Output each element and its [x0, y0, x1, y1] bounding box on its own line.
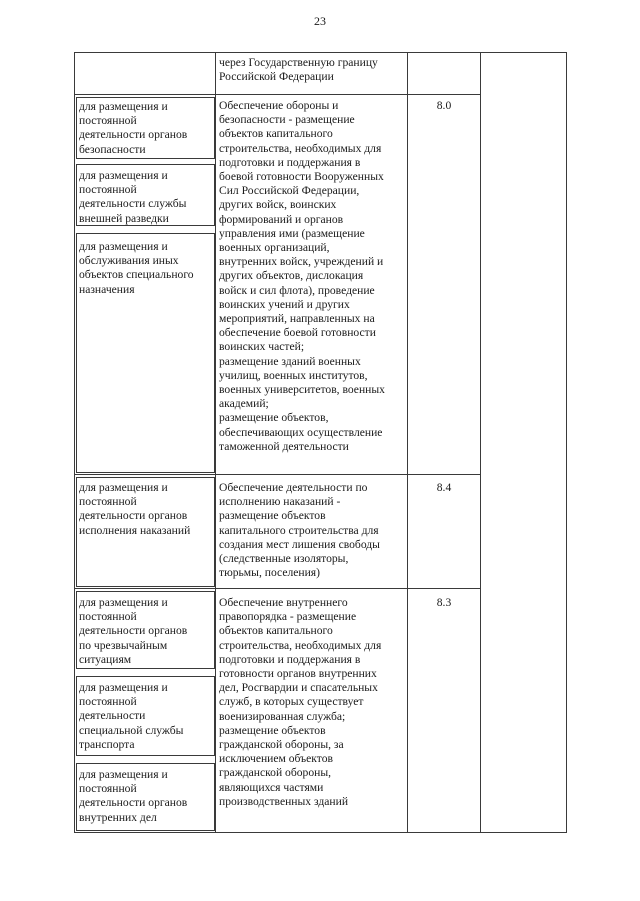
- page-number: 23: [314, 14, 326, 28]
- row-3-left-item-2: для размещения и постоянной деятельности специальной службы транспорта: [79, 681, 184, 751]
- row-3-left-item-3: для размещения и постоянной деятельности органов внутренних дел: [79, 768, 188, 824]
- table-divider-1: [215, 52, 216, 833]
- row-2-code: 8.4: [436, 481, 452, 494]
- row-3-left-item-1: для размещения и постоянной деятельности органов по чрезвычайным ситуациям: [79, 596, 188, 666]
- row-0-description: через Государственную границу Российской Федерации: [219, 56, 378, 84]
- row-divider-2: [74, 474, 481, 475]
- row-2-description: Обеспечение деятельности по исполнению наказаний - размещение объектов капитального строительства для создания мест лишения свободы (следственные изоляторы, тюрьмы, поселения): [219, 481, 380, 580]
- row-2-left-item-1: для размещения и постоянной деятельности органов исполнения наказаний: [79, 481, 191, 537]
- row-1-left-item-2: для размещения и постоянной деятельности службы внешней разведки: [79, 169, 187, 225]
- row-1-left-item-3: для размещения и обслуживания иных объектов специального назначения: [79, 240, 194, 296]
- table-border-left: [74, 52, 75, 833]
- table-divider-3: [480, 52, 481, 833]
- table-divider-2: [407, 52, 408, 833]
- row-1-left-item-1: для размещения и постоянной деятельности органов безопасности: [79, 100, 188, 156]
- table-border-right: [566, 52, 567, 833]
- row-3-code: 8.3: [436, 596, 452, 609]
- row-1-code: 8.0: [436, 99, 452, 112]
- row-divider-1: [74, 94, 481, 95]
- table-border-bottom: [74, 832, 567, 833]
- table-border-top: [74, 52, 567, 53]
- row-divider-3: [74, 588, 481, 589]
- row-3-description: Обеспечение внутреннего правопорядка - размещение объектов капитального строительства, необходимых для подготовки и поддержания в готовности органов внутренних дел, Росгвардии и спасательных служб, в которых существует военизированная служба; размещение объектов гражданской обороны, за исключением объектов гражданской обороны, являющихся частями производственных зданий: [219, 596, 382, 808]
- row-1-description: Обеспечение обороны и безопасности - размещение объектов капитального строительства, необходимых для подготовки и поддержания в боевой готовности Вооруженных Сил Российской Федерации, других войск, воинских формирований и органов управления ими (размещение военных организаций, внутренних войск, учреждений и других объектов, дислокация войск и сил флота), проведение воинских учений и других мероприятий, направленных на обеспечение боевой готовности воинских частей; размещение зданий военных училищ, военных институтов, военных университетов, военных академий; размещение объектов, обеспечивающих осуществление таможенной деятельности: [219, 99, 385, 453]
